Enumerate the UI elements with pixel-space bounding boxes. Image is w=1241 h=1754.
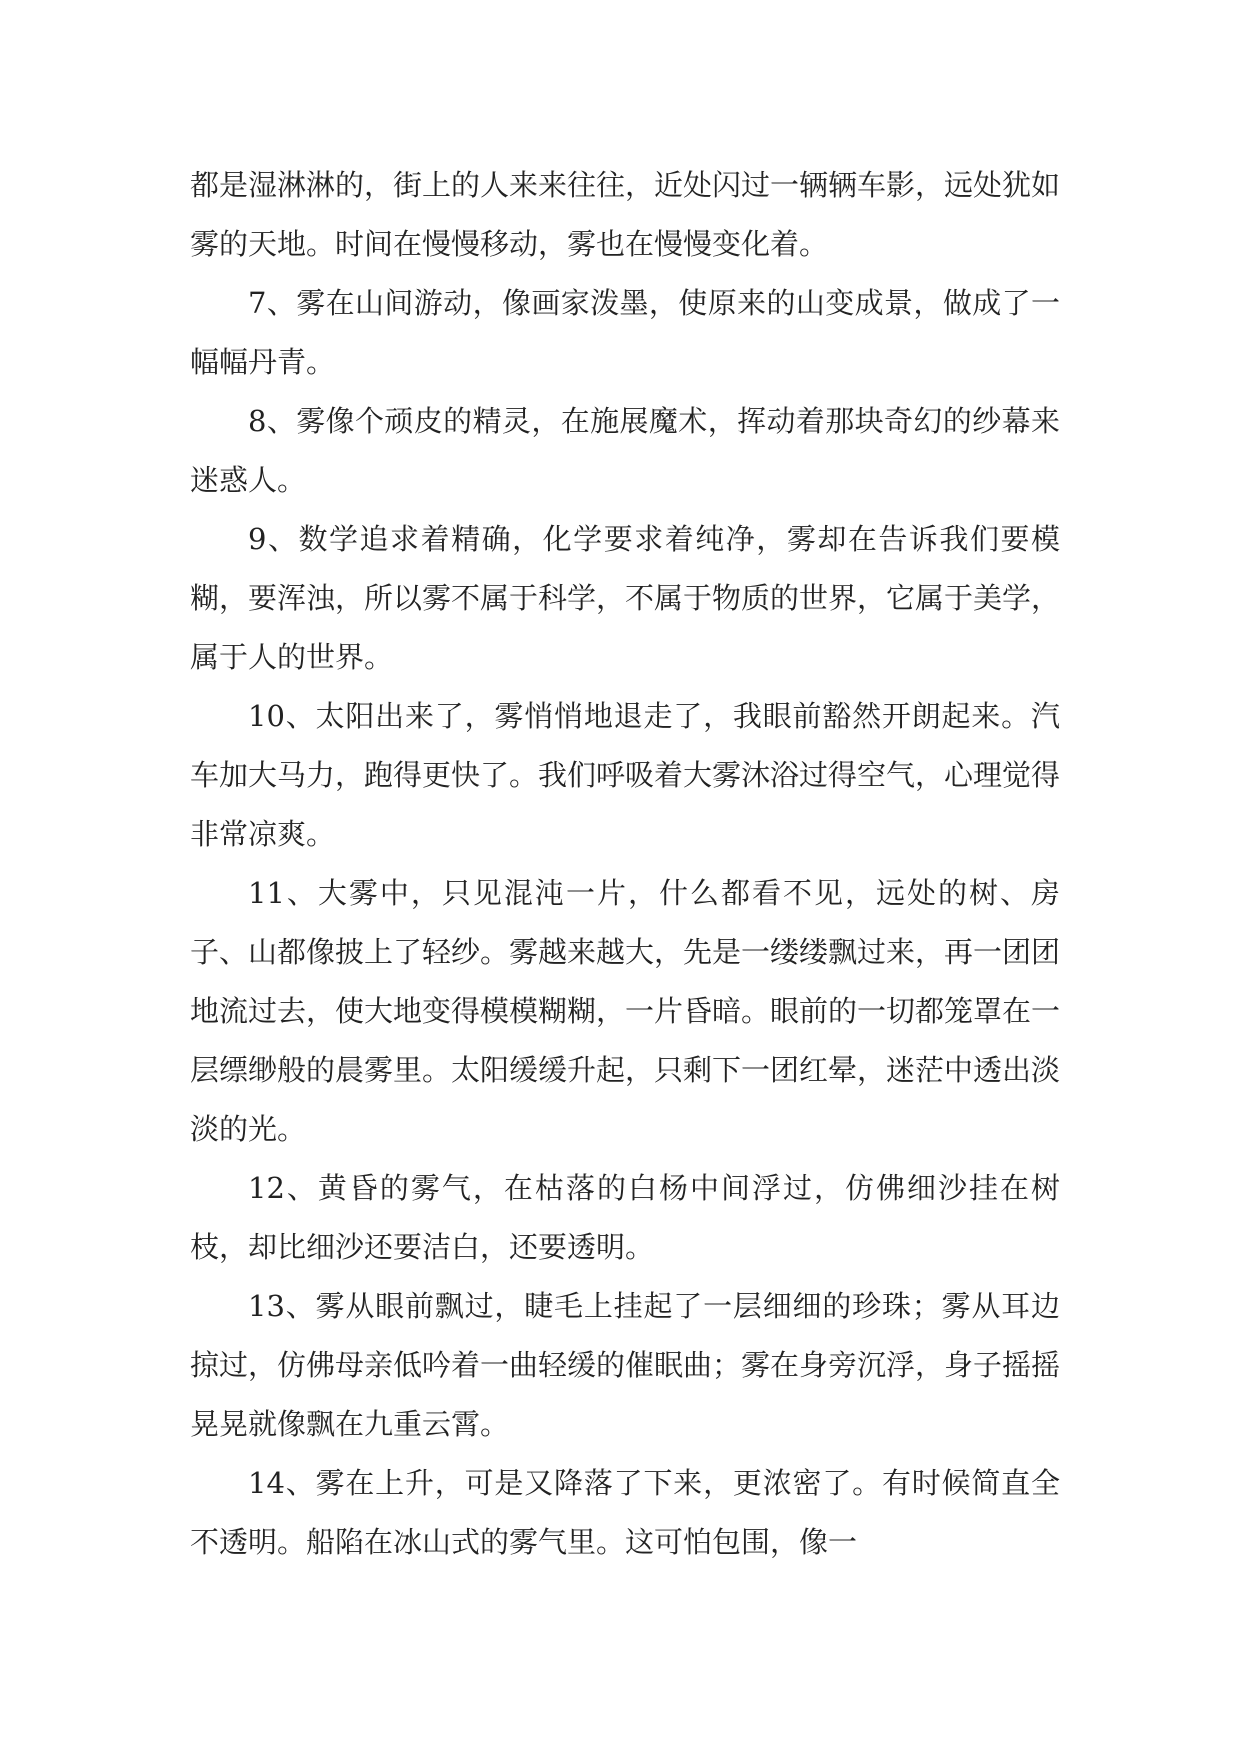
paragraph-item-7: 7、雾在山间游动，像画家泼墨，使原来的山变成景，做成了一幅幅丹青。 xyxy=(190,286,1060,379)
paragraph-item-14: 14、雾在上升，可是又降落了下来，更浓密了。有时候简直全不透明。船陷在冰山式的雾气里。这可怕包围，像一 xyxy=(190,1466,1060,1559)
document-page xyxy=(190,156,1060,1572)
paragraph-item-10: 10、太阳出来了，雾悄悄地退走了，我眼前豁然开朗起来。汽车加大马力，跑得更快了。我们呼吸着大雾沐浴过得空气，心理觉得非常凉爽。 xyxy=(190,699,1061,851)
paragraph-item-8: 8、雾像个顽皮的精灵，在施展魔术，挥动着那块奇幻的纱幕来迷惑人。 xyxy=(190,404,1060,497)
paragraph-item-11: 11、大雾中，只见混沌一片，什么都看不见，远处的树、房子、山都像披上了轻纱。雾越来越大，先是一缕缕飘过来，再一团团地流过去，使大地变得模模糊糊，一片昏暗。眼前的一切都笼罩在一层缥缈般的晨雾里。太阳缓缓升起，只剩下一团红晕，迷茫中透出淡淡的光。 xyxy=(190,876,1061,1146)
paragraph-item-12: 12、黄昏的雾气，在枯落的白杨中间浮过，仿佛细沙挂在树枝，却比细沙还要洁白，还要透明。 xyxy=(190,1171,1060,1264)
paragraph-item-9: 9、数学追求着精确，化学要求着纯净，雾却在告诉我们要模糊，要浑浊，所以雾不属于科学，不属于物质的世界，它属于美学，属于人的世界。 xyxy=(190,522,1061,674)
paragraph-item-13: 13、雾从眼前飘过，睫毛上挂起了一层细细的珍珠；雾从耳边掠过，仿佛母亲低吟着一曲轻缓的催眠曲；雾在身旁沉浮，身子摇摇晃晃就像飘在九重云霄。 xyxy=(190,1289,1061,1441)
paragraph-continuation: 都是湿淋淋的，街上的人来来往往，近处闪过一辆辆车影，远处犹如雾的天地。时间在慢慢移动，雾也在慢慢变化着。 xyxy=(190,168,1061,261)
